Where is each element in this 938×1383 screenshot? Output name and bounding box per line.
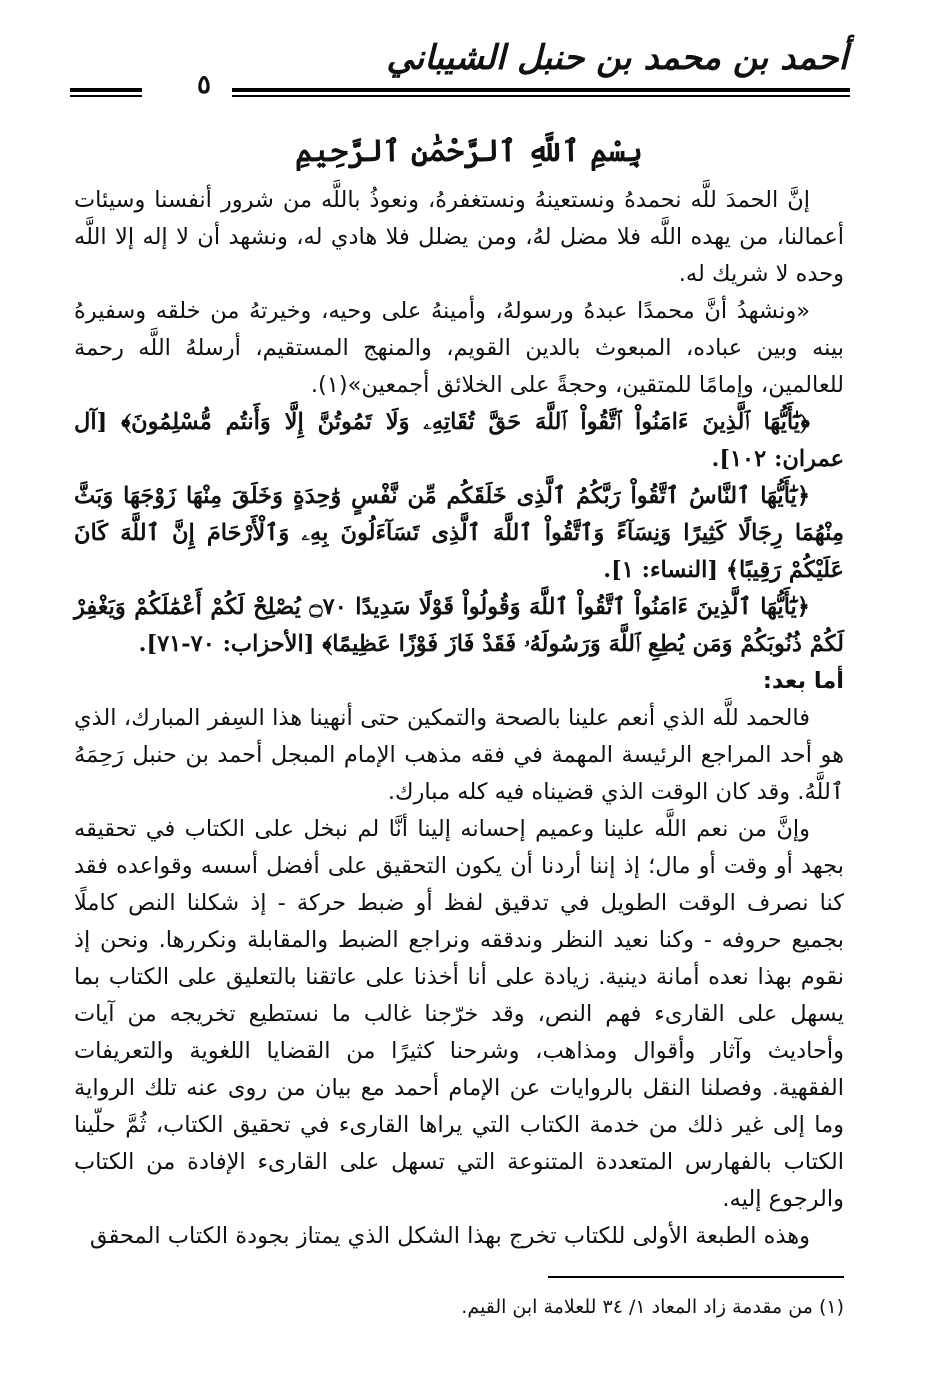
header-rule-right-thin: [232, 95, 850, 97]
basmala: بِسْمِ ٱللَّهِ ٱلرَّحْمَٰنِ ٱلرَّحِيمِ: [295, 134, 643, 169]
header-rule-left: [70, 88, 142, 92]
paragraph-opening-praise: إنَّ الحمدَ للَّه نحمدهُ ونستعينهُ ونستغفرهُ، ونعوذُ باللَّه من شرور أنفسنا وسيئات أعمالنا، من يهده اللَّه فلا مضل لهُ، ومن يضلل فلا هادي له، ونشهد أن لا إله إلا اللَّه وحده لا شريك له.: [74, 187, 844, 287]
paragraph-methodology: وإنَّ من نعم اللَّه علينا وعميم إحسانه إلينا أنَّا لم نبخل على الكتاب في تحقيقه بجهد أو وقت أو مال؛ إذ إننا أردنا أن يكون التحقيق على أفضل أسسه وقواعده فقد كنا نصرف الوقت الطويل في تدقيق لفظ أو ضبط حركة - إذ شكلنا النص كاملًا بجميع حروفه - وكنا نعيد النظر وندققه ونراجع الضبط والمقابلة ونكررها. ونحن إذ نقوم بهذا نعده أمانة دينية. زيادة على أنا أخذنا على عاتقنا بالتعليق على الكتاب بما يسهل على القارىء فهم النص، وقد خرّجنا غالب ما نستطيع تخريجه من آيات وأحاديث وآثار وأقوال ومذاهب، وشرحنا كثيرًا من القضايا اللغوية والتعريفات الفقهية. وفصلنا النقل بالروايات عن الإمام أحمد مع بيان من روى عنه تلك الرواية وما إلى غير ذلك من خدمة الكتاب التي يراها القارىء في تحقيق الكتاب، ثُمَّ حلّينا الكتاب بالفهارس المتعددة المتنوعة التي تسهل على القارىء الإفادة من الكتاب والرجوع إليه.: [74, 816, 844, 1212]
paragraph-testimony: «ونشهدُ أنَّ محمدًا عبدهُ ورسولهُ، وأمينهُ على وحيه، وخيرتهُ من خلقه وسفيرهُ بينه وبين عباده، المبعوث بالدين القويم، والمنهج المستقيم، أرسلهُ اللَّه رحمة للعالمين، وإمامًا للمتقين، وحجةً على الخلائق أجمعين»(١).: [74, 298, 844, 398]
main-text: [74, 182, 844, 1255]
quran-verse-al-ahzab: ﴿يَٰٓأَيُّهَا ٱلَّذِينَ ءَامَنُواْ ٱتَّقُواْ ٱللَّهَ وَقُولُواْ قَوْلًا سَدِيدًا ۝٧٠ يُصْلِحْ لَكُمْ أَعْمَٰلَكُمْ وَيَغْفِرْ لَكُمْ ذُنُوبَكُمْ وَمَن يُطِعِ ٱللَّهَ وَرَسُولَهُۥ فَقَدْ فَازَ فَوْزًا عَظِيمًا﴾ [الأحزاب: ٧٠-٧١].: [74, 594, 844, 657]
quran-verse-an-nisa: ﴿يَٰٓأَيُّهَا ٱلنَّاسُ ٱتَّقُواْ رَبَّكُمُ ٱلَّذِى خَلَقَكُم مِّن نَّفْسٍ وَٰحِدَةٍ وَخَلَقَ مِنْهَا زَوْجَهَا وَبَثَّ مِنْهُمَا رِجَالًا كَثِيرًا وَنِسَآءً وَٱتَّقُواْ ٱللَّهَ ٱلَّذِى تَسَآءَلُونَ بِهِۦ وَٱلْأَرْحَامَ إِنَّ ٱللَّهَ كَانَ عَلَيْكُمْ رَقِيبًا﴾ [النساء: ١].: [74, 483, 844, 583]
quran-verse-al-imran: ﴿يَٰٓأَيُّهَا ٱلَّذِينَ ءَامَنُواْ ٱتَّقُواْ ٱللَّهَ حَقَّ تُقَاتِهِۦ وَلَا تَمُوتُنَّ إِلَّا وَأَنتُم مُّسْلِمُونَ﴾ [آل عمران: ١٠٢].: [74, 409, 844, 472]
page-number: ٥: [197, 70, 211, 100]
footnote: (١) من مقدمة زاد المعاد ١/ ٣٤ للعلامة ابن القيم.: [461, 1296, 844, 1318]
header-rule-right: [232, 88, 850, 92]
amma-bad-heading: أما بعد:: [762, 668, 844, 694]
paragraph-thanks: فالحمد للَّه الذي أنعم علينا بالصحة والتمكين حتى أنهينا هذا السِفر المبارك، الذي هو أحد المراجع الرئيسة المهمة في فقه مذهب الإمام المبجل أحمد بن حنبل رَحِمَهُ ٱللَّهُ. وقد كان الوقت الذي قضيناه فيه كله مبارك.: [74, 705, 844, 805]
paragraph-first-edition: وهذه الطبعة الأولى للكتاب تخرج بهذا الشكل الذي يمتاز بجودة الكتاب المحقق: [89, 1223, 810, 1249]
header-rule-left-thin: [70, 95, 142, 97]
running-header-title: أحمد بن محمد بن حنبل الشيباني: [386, 38, 848, 78]
footnote-separator: [548, 1276, 844, 1278]
